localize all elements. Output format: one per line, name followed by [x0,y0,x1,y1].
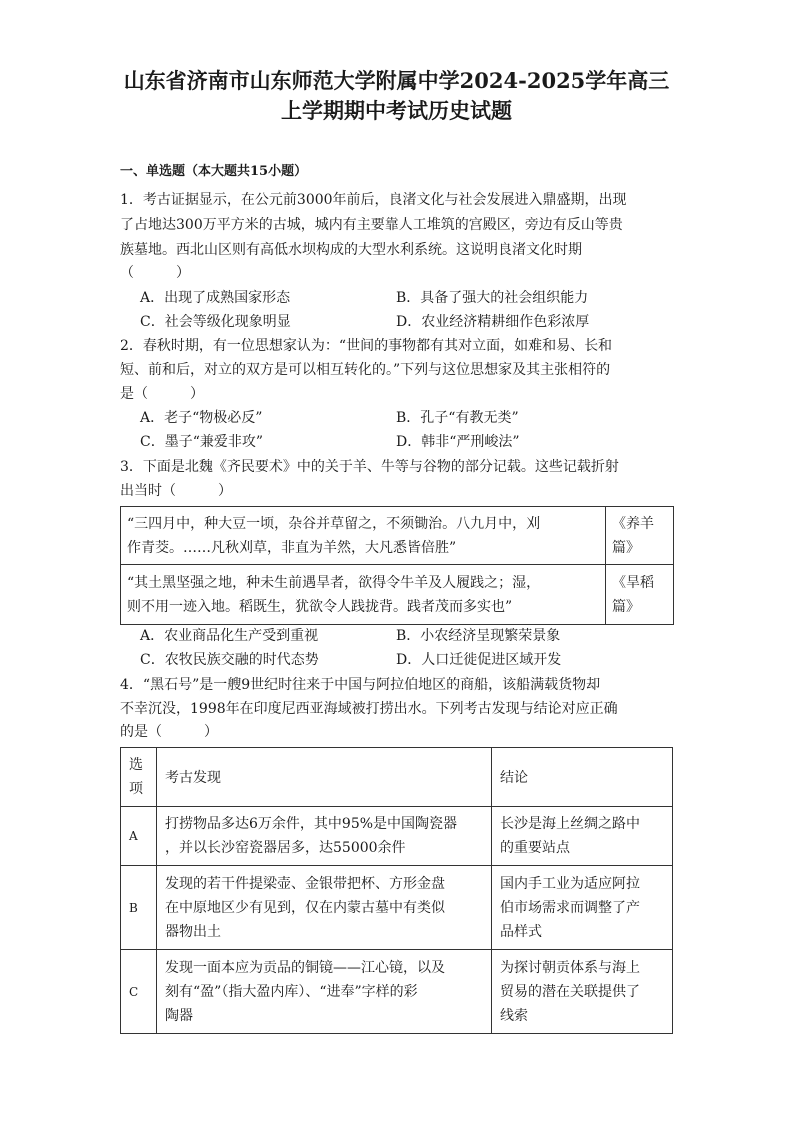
source-cell [606,507,674,565]
exam-title-line1: 山东省济南市山东师范大学附属中学2024-2025学年高三 [123,68,670,93]
q1-answer-blank: （ ） [120,265,190,281]
table-row [121,866,673,950]
quote-cell [121,565,606,625]
q2-option-d[interactable]: D．韩非“严刑峻法” [396,434,520,450]
option-cell: B [121,866,157,950]
quote-line: “三四月中，种大豆一顷，杂谷并草留之，不须锄治。八九月中，刈 [127,515,541,532]
q1-option-a[interactable]: A．出现了成熟国家形态 [140,290,291,306]
q2-option-b[interactable]: B．孔子“有教无类” [396,410,519,426]
quote-cell [121,507,606,565]
source-line: 《养羊 [612,515,654,532]
finding-cell: 发现一面本应为贡品的铜镜——江心镜，以及 刻有“盈”（指大盈内库）、“进奉”字样的彩 陶器 [157,950,492,1034]
header-conclusion: 结论 [492,748,673,807]
q2-line: 2．春秋时期，有一位思想家认为：“世间的事物都有其对立面，如难和易、长和 [120,338,613,354]
q2-line: 短、前和后，对立的双方是可以相互转化的。”下列与这位思想家及其主张相符的 [120,362,611,378]
table-row [121,807,673,866]
q3-line: 3．下面是北魏《齐民要术》中的关于羊、牛等与谷物的部分记载。这些记载折射 [120,459,619,475]
table-header-row [121,748,673,807]
table-row [121,950,673,1034]
option-cell: A [121,807,157,866]
table-row [121,565,674,625]
q4-findings-table [120,747,673,1034]
q3-option-b[interactable]: B．小农经济呈现繁荣景象 [396,628,561,644]
q1-line: 1．考古证据显示，在公元前3000年前后，良渚文化与社会发展进入鼎盛期，出现 [120,192,627,208]
header-option: 选 项 [121,748,157,807]
header-finding: 考古发现 [157,748,492,807]
q2-option-c[interactable]: C．墨子“兼爱非攻” [140,434,264,450]
q3-source-table [120,506,674,625]
quote-line: 作青茭。……凡秋刈草，非直为羊然，大凡悉皆倍胜” [127,539,457,556]
exam-title [60,66,733,126]
q3-option-a[interactable]: A．农业商品化生产受到重视 [140,628,319,644]
option-cell: C [121,950,157,1034]
finding-cell: 打捞物品多达6万余件，其中95%是中国陶瓷器 ，并以长沙窑瓷器居多，达55000余件 [157,807,492,866]
q2-option-a[interactable]: A．老子“物极必反” [140,410,263,426]
table-row [121,507,674,565]
q4-line: 的是（ ） [120,724,218,740]
source-line: 《旱稻 [612,574,654,591]
q1-line: 了占地达300万平方米的古城，城内有主要靠人工堆筑的宫殿区，旁边有反山等贵 [120,217,623,233]
source-cell [606,565,674,625]
q3-option-d[interactable]: D．人口迁徙促进区域开发 [396,652,562,668]
conclusion-cell: 国内手工业为适应阿拉 伯市场需求而调整了产 品样式 [492,866,673,950]
conclusion-cell: 长沙是海上丝绸之路中 的重要站点 [492,807,673,866]
q1-option-d[interactable]: D．农业经济精耕细作色彩浓厚 [396,314,590,330]
section-heading: 一、单选题（本大题共15小题） [120,164,308,179]
q1-option-c[interactable]: C．社会等级化现象明显 [140,314,291,330]
source-line: 篇》 [612,598,640,615]
q4-line: 4．“黑石号”是一艘9世纪时往来于中国与阿拉伯地区的商船，该船满载货物却 [120,677,601,693]
finding-cell: 发现的若干件提梁壶、金银带把杯、方形金盘 在中原地区少有见到，仅在内蒙古墓中有类似 器物出土 [157,866,492,950]
q3-option-c[interactable]: C．农牧民族交融的时代态势 [140,652,319,668]
quote-line: “其土黑坚强之地，种未生前遇旱者，欲得令牛羊及人履践之；湿， [127,574,541,591]
q3-line: 出当时（ ） [120,483,232,499]
quote-line: 则不用一迹入地。稻既生，犹欲令人践拢背。践者茂而多实也” [127,598,513,615]
conclusion-cell: 为探讨朝贡体系与海上 贸易的潜在关联提供了 线索 [492,950,673,1034]
source-line: 篇》 [612,539,640,556]
q2-line: 是（ ） [120,386,204,402]
q1-option-b[interactable]: B．具备了强大的社会组织能力 [396,290,589,306]
q4-line: 不幸沉没，1998年在印度尼西亚海域被打捞出水。下列考古发现与结论对应正确 [120,701,618,717]
exam-title-line2: 上学期期中考试历史试题 [281,98,512,123]
q1-line: 族墓地。西北山区则有高低水坝构成的大型水利系统。这说明良渚文化时期 [120,242,582,258]
